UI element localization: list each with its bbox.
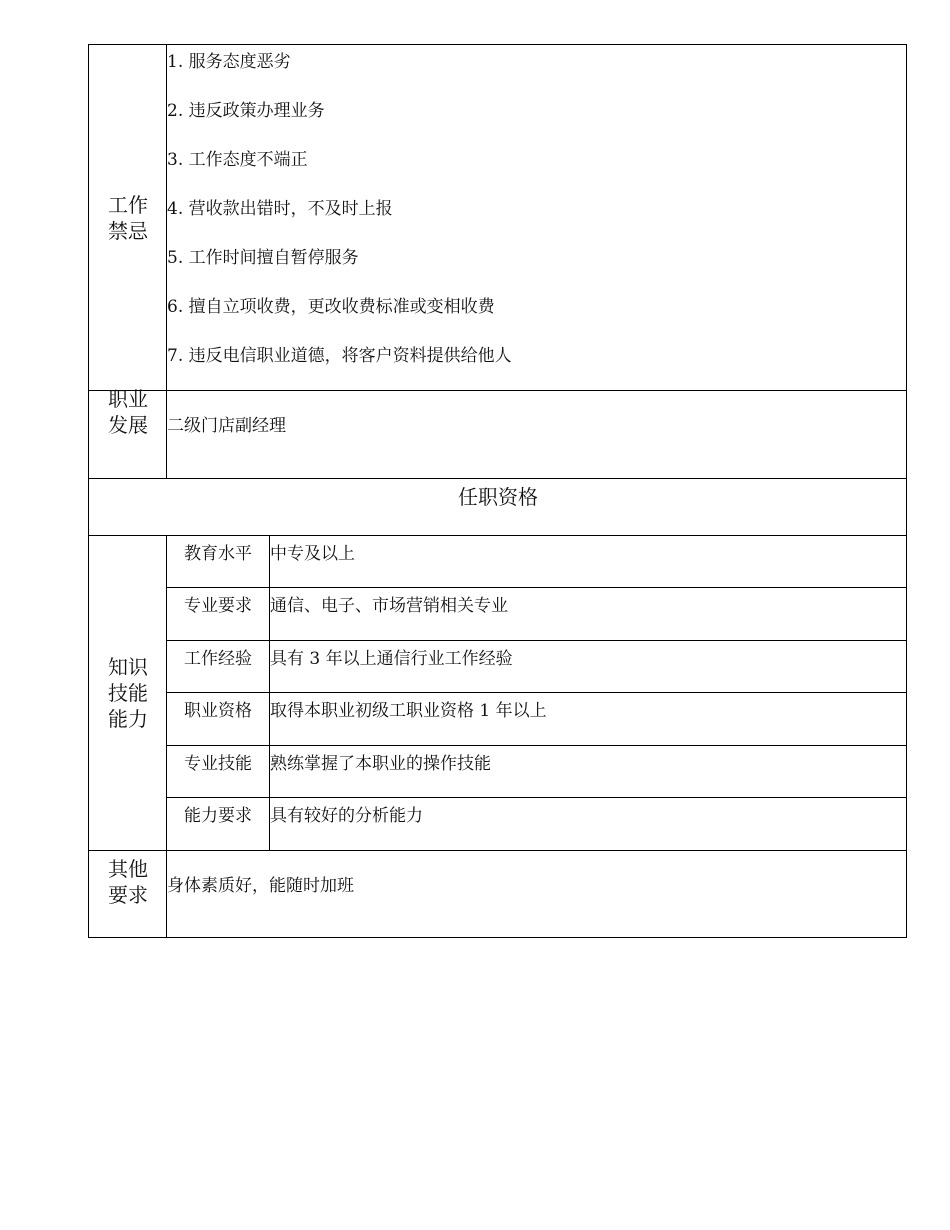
taboos-label: 工作禁忌: [108, 192, 148, 243]
divider: [89, 390, 907, 391]
taboos-list: [167, 47, 907, 390]
skill-key: 教育水平: [184, 544, 252, 564]
column-divider: [166, 45, 167, 478]
column-divider: [269, 535, 270, 850]
skill-key: 职业资格: [184, 701, 252, 721]
other-value: 身体素质好，能随时加班: [167, 876, 354, 896]
qualification-title: 任职资格: [458, 485, 538, 509]
skill-key: 专业要求: [184, 596, 252, 616]
divider: [89, 478, 907, 479]
divider: [167, 587, 907, 588]
divider: [89, 535, 907, 536]
skill-value: 中专及以上: [270, 544, 355, 564]
skill-value: 具有 3 年以上通信行业工作经验: [270, 649, 513, 669]
divider: [167, 692, 907, 693]
job-description-table: [88, 44, 907, 938]
skill-value: 具有较好的分析能力: [270, 806, 423, 826]
divider: [167, 745, 907, 746]
taboo-item: 2. 违反政策办理业务: [167, 101, 325, 121]
column-divider: [166, 535, 167, 938]
skill-value: 通信、电子、市场营销相关专业: [270, 596, 508, 616]
taboo-item: 5. 工作时间擅自暂停服务: [167, 248, 359, 268]
divider: [89, 850, 907, 851]
divider: [167, 797, 907, 798]
skill-key: 专业技能: [184, 754, 252, 774]
taboo-item: 1. 服务态度恶劣: [167, 52, 291, 72]
divider: [167, 640, 907, 641]
taboo-item: 7. 违反电信职业道德，将客户资料提供给他人: [167, 346, 512, 366]
taboo-item: 3. 工作态度不端正: [167, 150, 308, 170]
skill-key: 能力要求: [184, 806, 252, 826]
skill-value: 取得本职业初级工职业资格 1 年以上: [270, 701, 547, 721]
other-label: 其他要求: [108, 857, 148, 907]
career-label: 职业发展: [108, 387, 148, 437]
career-value: 二级门店副经理: [167, 416, 286, 436]
skill-key: 工作经验: [184, 649, 252, 669]
taboo-item: 4. 营收款出错时，不及时上报: [167, 199, 393, 219]
skills-label: 知识技能能力: [108, 654, 148, 731]
taboo-item: 6. 擅自立项收费，更改收费标准或变相收费: [167, 297, 495, 317]
skill-value: 熟练掌握了本职业的操作技能: [270, 754, 491, 774]
